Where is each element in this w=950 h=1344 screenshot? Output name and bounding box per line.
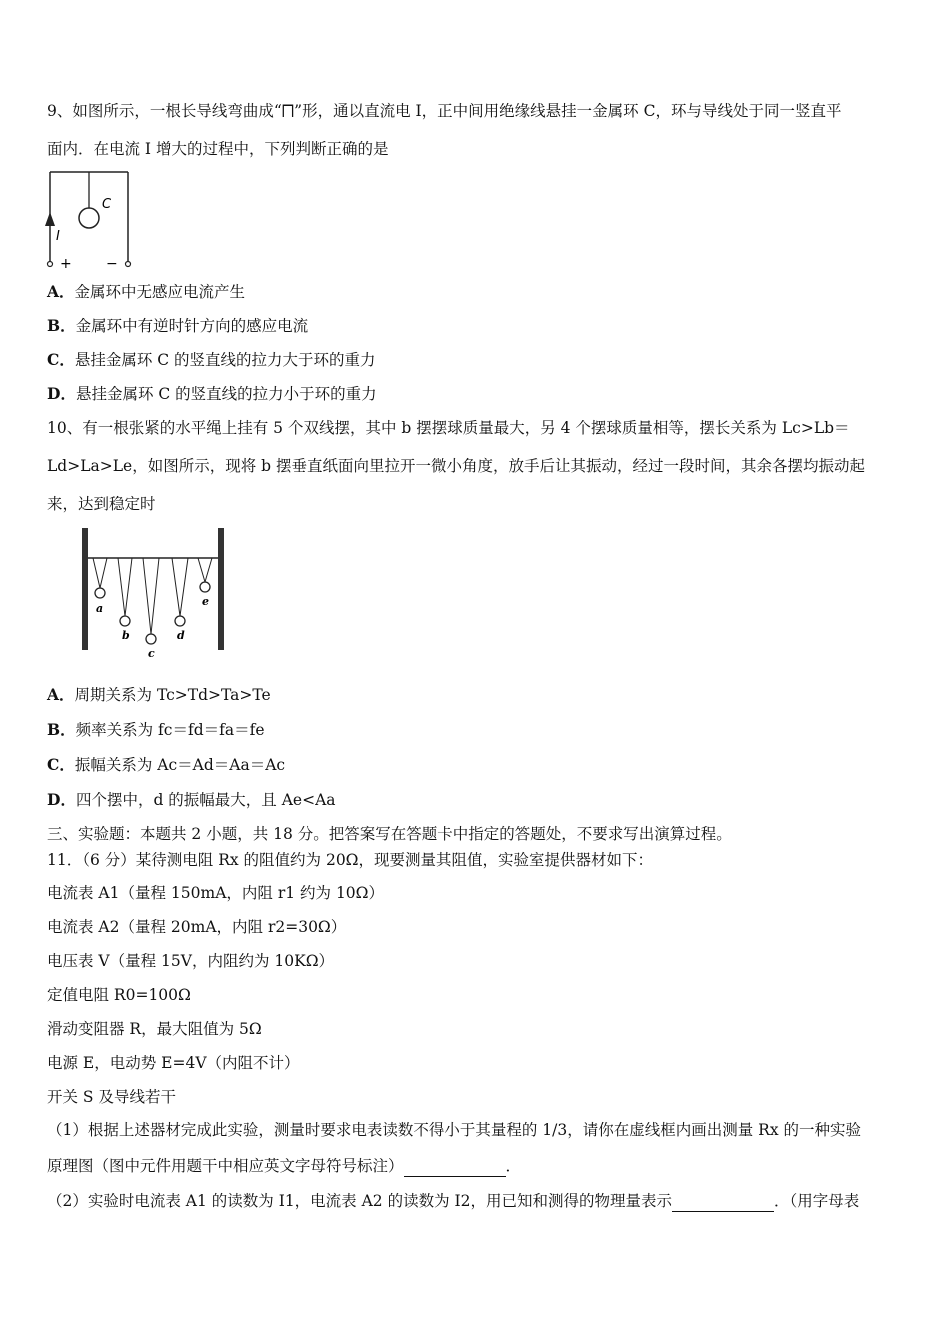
q9-option-c: C．悬挂金属环 C 的竖直线的拉力大于环的重力 — [47, 350, 376, 369]
ring-label-c: C — [102, 197, 112, 212]
q10-option-b: B．频率关系为 fc＝fd＝fa＝fe — [47, 720, 265, 739]
q9-line-1: 9、如图所示，一根长导线弯曲成“⨅”形，通以直流电 I，正中间用绝缘线悬挂一金属环 C，环与导线处于同一竖直平 — [47, 102, 842, 120]
pendulum-bob-a — [95, 588, 105, 598]
q11-part1-line-1: （1）根据上述器材完成此实验，测量时要求电表读数不得小于其量程的 1/3，请你在虚线框内画出测量 Rx 的一种实验 — [47, 1121, 862, 1139]
q10-line-1: 10、有一根张紧的水平绳上挂有 5 个双线摆，其中 b 摆摆球质量最大，另 4 个摆球质量相等，摆长关系为 Lc>Lb＝ — [47, 419, 850, 437]
pendulum-bob-b — [120, 616, 130, 626]
q11-intro: 11．（6 分）某待测电阻 Rx 的阻值约为 20Ω，现要测量其阻值，实验室提供器材如下： — [47, 851, 654, 869]
equipment-item: 电流表 A2（量程 20mA，内阻 r2=30Ω） — [47, 918, 347, 936]
q9-option-b: B．金属环中有逆时针方向的感应电流 — [47, 316, 309, 335]
label-c: c — [148, 647, 155, 660]
equipment-item: 开关 S 及导线若干 — [47, 1088, 176, 1106]
current-arrow-icon — [45, 212, 55, 226]
q9-line-2: 面内．在电流 I 增大的过程中，下列判断正确的是 — [47, 140, 389, 158]
q10-line-3: 来，达到稳定时 — [47, 495, 156, 513]
equipment-item: 电流表 A1（量程 150mA，内阻 r1 约为 10Ω） — [47, 884, 385, 902]
section-3-heading: 三、实验题：本题共 2 小题，共 18 分。把答案写在答题卡中指定的答题处，不要求写出演算过程。 — [47, 825, 732, 843]
pendulum-bob-e — [200, 582, 210, 592]
current-label-i: I — [56, 229, 60, 244]
equipment-item: 定值电阻 R0=100Ω — [47, 986, 191, 1004]
label-b: b — [122, 629, 130, 642]
answer-blank-1[interactable] — [404, 1156, 506, 1177]
minus-terminal: − — [106, 256, 118, 272]
q9-option-a: A．金属环中无感应电流产生 — [47, 282, 246, 301]
pendulum-bob-d — [175, 616, 185, 626]
q10-option-c: C．振幅关系为 Ac＝Ad＝Aa＝Ac — [47, 755, 286, 774]
q10-line-2: Ld>La>Le，如图所示，现将 b 摆垂直纸面向里拉开一微小角度，放手后让其振动，经过一段时间，其余各摆均振动起 — [47, 457, 865, 475]
label-e: e — [202, 595, 209, 608]
q9-option-d: D．悬挂金属环 C 的竖直线的拉力小于环的重力 — [47, 384, 377, 403]
equipment-item: 电压表 V（量程 15V，内阻约为 10KΩ） — [47, 952, 335, 970]
q10-option-d: D．四个摆中，d 的振幅最大，且 Ae<Aa — [47, 790, 336, 809]
metal-ring — [79, 208, 99, 228]
q10-pendulum-figure — [78, 526, 230, 662]
q10-option-a: A．周期关系为 Tc>Td>Ta>Te — [47, 685, 271, 704]
answer-blank-2[interactable] — [672, 1191, 774, 1212]
equipment-item: 电源 E，电动势 E=4V（内阻不计） — [47, 1054, 300, 1072]
equipment-item: 滑动变阻器 R，最大阻值为 5Ω — [47, 1020, 262, 1038]
pendulum-bob-c — [146, 634, 156, 644]
q11-part2-line: （2）实验时电流表 A1 的读数为 I1，电流表 A2 的读数为 I2，用已知和测得的物理量表示 ．（用字母表 — [47, 1192, 860, 1210]
q11-part1-line-2: 原理图（图中元件用题干中相应英文字母符号标注） ． — [47, 1157, 522, 1175]
q9-circuit-figure — [40, 168, 140, 273]
label-d: d — [177, 629, 185, 642]
plus-terminal: + — [60, 256, 72, 272]
label-a: a — [96, 602, 104, 615]
